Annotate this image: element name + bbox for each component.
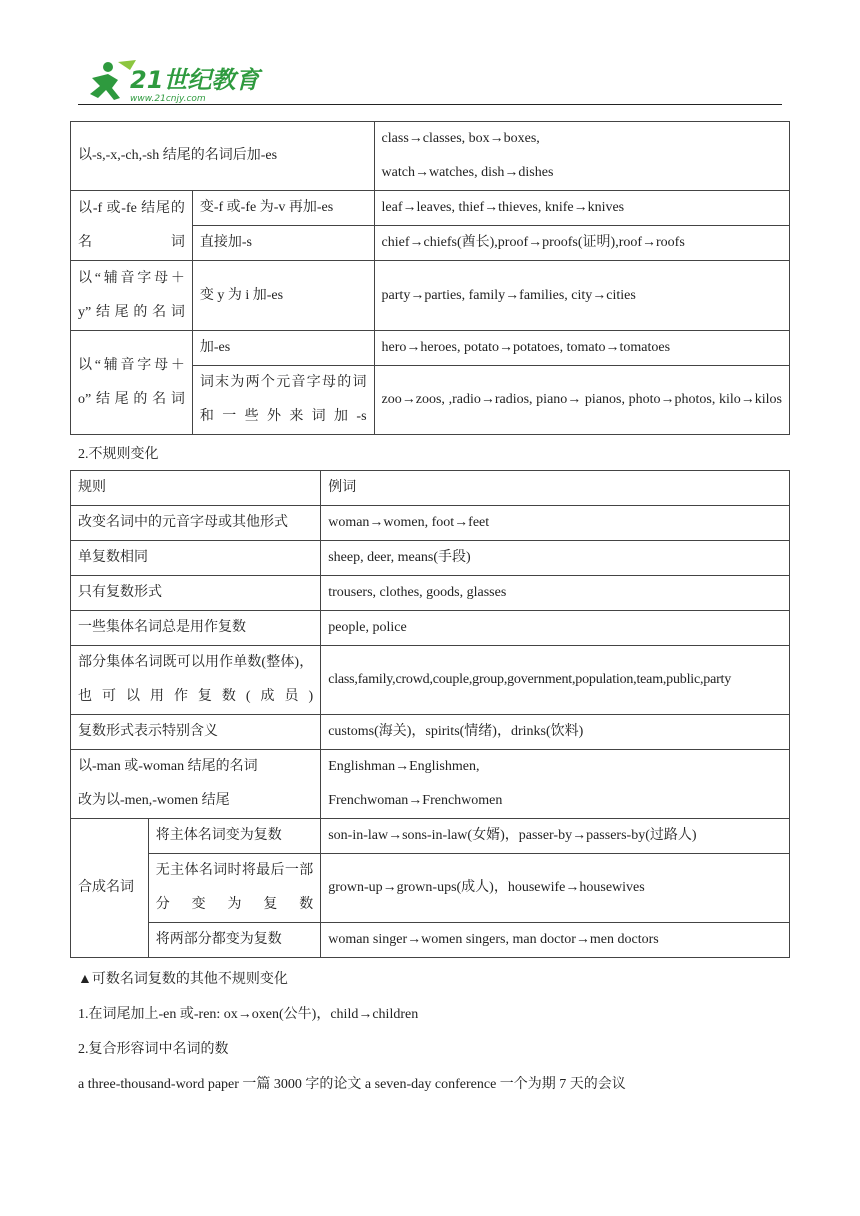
table-row (71, 611, 790, 646)
rule-cell: 以-s,-x,-ch,-sh 结尾的名词后加-es (71, 122, 375, 191)
example-cell: class→classes, box→boxes, watch→watches, dish→dishes (374, 122, 789, 191)
svg-text:www.21cnjy.com: www.21cnjy.com (130, 94, 206, 104)
table-row (71, 576, 790, 611)
example-cell: leaf→leaves, thief→thieves, knife→knives (374, 191, 789, 226)
example-cell: trousers, clothes, goods, glasses (321, 576, 790, 611)
column-header: 规则 (71, 471, 321, 506)
irregular-plural-table (70, 470, 790, 958)
table-row (71, 646, 790, 715)
table-row (71, 122, 790, 191)
table-row (71, 506, 790, 541)
table-header-row (71, 471, 790, 506)
table-row (71, 854, 790, 923)
group-label-y: 以“辅音字母＋y”结尾的名词 (71, 261, 193, 331)
rule-cell: 改变名词中的元音字母或其他形式 (71, 506, 321, 541)
example-cell: chief→chiefs(酋长),proof→proofs(证明),roof→roofs (374, 226, 789, 261)
regular-plural-table (70, 121, 790, 435)
rule-cell: 以-man 或-woman 结尾的名词 改为以-men,-women 结尾 (71, 750, 321, 819)
notes-title: ▲可数名词复数的其他不规则变化 (78, 972, 288, 987)
header-rule (78, 104, 782, 105)
table-row (71, 750, 790, 819)
page-header (78, 58, 782, 106)
table-row (71, 261, 790, 331)
example-cell: hero→heroes, potato→potatoes, tomato→tomatoes (374, 331, 789, 366)
table-row (71, 819, 790, 854)
example-cell: zoo→zoos, ,radio→radios, piano→ pianos, photo→photos, kilo→kilos (374, 366, 789, 435)
table-row (71, 191, 790, 226)
rule-cell: 变-f 或-fe 为-v 再加-es (192, 191, 374, 226)
section-title: 2.不规则变化 (78, 447, 159, 462)
table-row (71, 331, 790, 366)
rule-cell: 将主体名词变为复数 (148, 819, 320, 854)
note-line: a three-thousand-word paper 一篇 3000 字的论文 a seven-day conference 一个为期 7 天的会议 (78, 1077, 626, 1092)
example-cell: class,family,crowd,couple,group,government,population,team,public,party (321, 646, 790, 715)
group-label-compound: 合成名词 (71, 819, 149, 958)
rule-cell: 加-es (192, 331, 374, 366)
group-label-o: 以“辅音字母＋o”结尾的名词 (71, 331, 193, 435)
example-cell: woman singer→women singers, man doctor→men doctors (321, 923, 790, 958)
table-row (71, 541, 790, 576)
example-cell: son-in-law→sons-in-law(女婿)，passer-by→passers-by(过路人) (321, 819, 790, 854)
note-line: 1.在词尾加上-en 或-ren: ox→oxen(公牛)，child→children (78, 1007, 419, 1022)
note-line: 2.复合形容词中名词的数 (78, 1042, 229, 1057)
table-row (71, 923, 790, 958)
rule-cell: 词末为两个元音字母的词和一些外来词加-s (192, 366, 374, 435)
table-row (71, 715, 790, 750)
rule-cell: 复数形式表示特别含义 (71, 715, 321, 750)
rule-cell: 变 y 为 i 加-es (192, 261, 374, 331)
example-cell: woman→women, foot→feet (321, 506, 790, 541)
rule-cell: 将两部分都变为复数 (148, 923, 320, 958)
column-header: 例词 (321, 471, 790, 506)
group-label-f: 以-f 或-fe 结尾的名词 (71, 191, 193, 261)
rule-cell: 一些集体名词总是用作复数 (71, 611, 321, 646)
rule-cell: 直接加-s (192, 226, 374, 261)
svg-text:21世纪教育: 21世纪教育 (130, 66, 260, 94)
example-cell: people, police (321, 611, 790, 646)
example-cell: party→parties, family→families, city→cities (374, 261, 789, 331)
example-cell: grown-up→grown-ups(成人)，housewife→housewives (321, 854, 790, 923)
rule-cell: 无主体名词时将最后一部分变为复数 (148, 854, 320, 923)
rule-cell: 单复数相同 (71, 541, 321, 576)
logo (78, 58, 268, 104)
rule-cell: 只有复数形式 (71, 576, 321, 611)
example-cell: customs(海关)，spirits(情绪)，drinks(饮料) (321, 715, 790, 750)
rule-cell: 部分集体名词既可以用作单数(整体)，也可以用作复数(成员) (71, 646, 321, 715)
example-cell: Englishman→Englishmen, Frenchwoman→Frenchwomen (321, 750, 790, 819)
example-cell: sheep, deer, means(手段) (321, 541, 790, 576)
